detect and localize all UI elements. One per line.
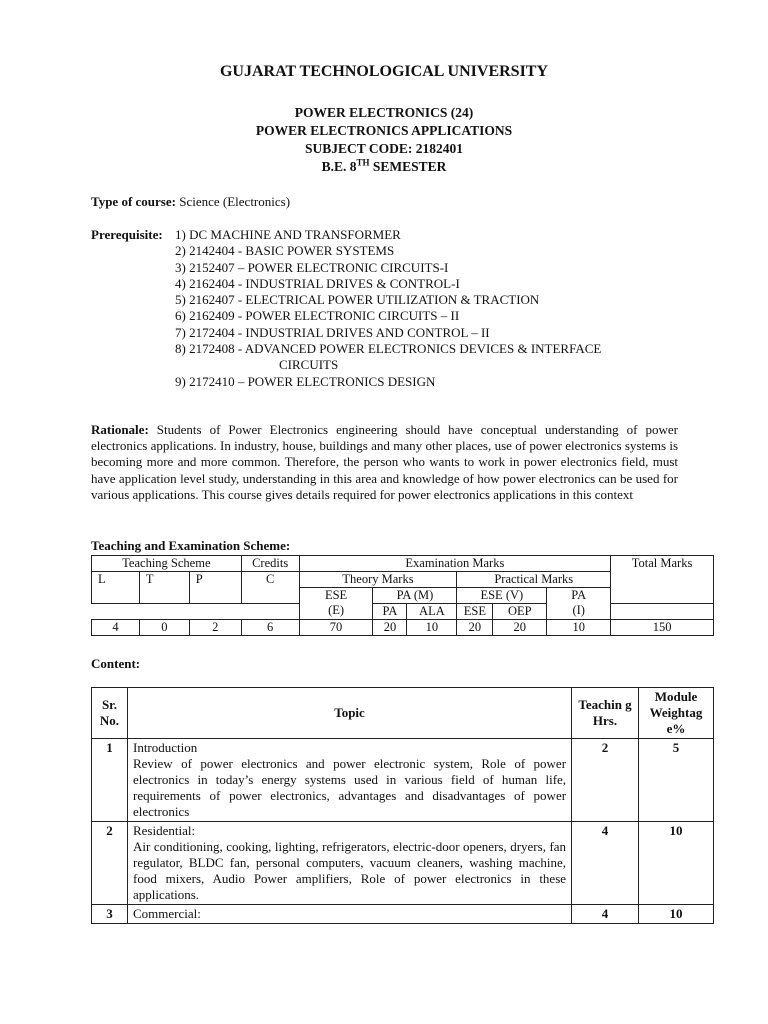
value-t: 0 xyxy=(139,620,189,636)
ese-header xyxy=(299,588,373,620)
module-weightage-header: Module Weightag e% xyxy=(639,688,714,739)
oep-header: OEP xyxy=(493,604,547,620)
pa-i-label: (I) xyxy=(572,603,585,617)
ese-v-header: ESE (V) xyxy=(457,588,547,604)
l-header: L xyxy=(92,572,140,604)
semester xyxy=(0,158,768,176)
pa-m-header: PA (M) xyxy=(373,588,457,604)
prerequisite-item: 1) DC MACHINE AND TRANSFORMER xyxy=(175,227,401,242)
pa-label: PA xyxy=(571,588,587,602)
row-weight: 5 xyxy=(639,739,714,822)
row-topic xyxy=(127,739,571,822)
practical-marks-header: Practical Marks xyxy=(457,572,611,588)
content-heading: Content: xyxy=(91,656,141,671)
value-ese: 70 xyxy=(299,620,373,636)
rationale-text: Students of Power Electronics engineering should have conceptual understanding of power electronics applications. In industry, house, buildings and many other places, use of power electronics systems is becoming more and more common. Therefore, the person who wants to work in power electronics field, must have application level study, understanding in this area and knowledge of how power electronics can be used for various applications. This course gives details required for power electronics applications in this context xyxy=(91,422,678,502)
total-marks-header: Total Marks xyxy=(611,556,714,604)
ese-sub-header: ESE xyxy=(457,604,493,620)
row-body: Review of power electronics and power electronic system, Role of power electronics in today’s energy systems used in various field of human life, requirements of power electronics, advantages and disadvantages of power electronics xyxy=(132,756,567,819)
row-hrs: 4 xyxy=(572,905,639,924)
row-sr: 1 xyxy=(92,739,128,822)
row-topic xyxy=(127,905,571,924)
theory-marks-header: Theory Marks xyxy=(299,572,457,588)
row-body: Air conditioning, cooking, lighting, refrigerators, electric-door openers, dryers, fan regulator, BLDC fan, personal computers, vacuum cleaners, washing machine, food mixers, Audio Power amplifiers, Role of power electronics in these applications. xyxy=(132,839,567,902)
row-sr: 2 xyxy=(92,822,128,905)
value-ese-v: 20 xyxy=(457,620,493,636)
pa-i-header xyxy=(547,588,611,620)
content-table xyxy=(91,687,714,924)
value-pa: 20 xyxy=(373,620,407,636)
semester-suffix: SEMESTER xyxy=(369,159,447,174)
subject-group: POWER ELECTRONICS (24) xyxy=(294,105,474,120)
prerequisite-item: 2) 2142404 - BASIC POWER SYSTEMS xyxy=(175,243,395,259)
value-l: 4 xyxy=(92,620,140,636)
table-row xyxy=(92,822,714,905)
subject-header xyxy=(0,104,768,176)
row-hrs: 4 xyxy=(572,822,639,905)
topic-header: Topic xyxy=(127,688,571,739)
subject-name: POWER ELECTRONICS APPLICATIONS xyxy=(255,123,513,138)
value-c: 6 xyxy=(241,620,299,636)
row-weight: 10 xyxy=(639,905,714,924)
course-type xyxy=(91,194,290,210)
row-topic xyxy=(127,822,571,905)
t-header: T xyxy=(139,572,189,604)
row-title: Introduction xyxy=(132,740,198,755)
row-hrs: 2 xyxy=(572,739,639,822)
prerequisite-list xyxy=(175,227,695,390)
prerequisite-item: 3) 2152407 – POWER ELECTRONIC CIRCUITS-I xyxy=(175,259,449,275)
course-type-value: Science (Electronics) xyxy=(175,194,291,209)
value-p: 2 xyxy=(189,620,241,636)
teaching-scheme-header: Teaching Scheme xyxy=(92,556,242,572)
semester-sup: TH xyxy=(356,157,370,168)
row-weight: 10 xyxy=(639,822,714,905)
scheme-table xyxy=(91,555,714,636)
prerequisite-label: Prerequisite: xyxy=(91,227,163,242)
scheme-blank xyxy=(92,604,300,620)
total-blank xyxy=(611,604,714,620)
prerequisite-item: 5) 2162407 - ELECTRICAL POWER UTILIZATION & TRACTION xyxy=(175,292,540,308)
ese-label: ESE xyxy=(324,588,348,602)
table-row xyxy=(92,739,714,822)
value-total: 150 xyxy=(611,620,714,636)
row-title: Residential: xyxy=(132,823,196,838)
p-header: P xyxy=(189,572,241,604)
prerequisite-item-continuation: CIRCUITS xyxy=(279,357,339,373)
subject-code: SUBJECT CODE: 2182401 xyxy=(304,141,464,156)
value-oep: 20 xyxy=(493,620,547,636)
course-type-label: Type of course: xyxy=(91,194,176,209)
prerequisite-item: 9) 2172410 – POWER ELECTRONICS DESIGN xyxy=(175,373,436,389)
row-sr: 3 xyxy=(92,905,128,924)
prerequisite-item: 6) 2162409 - POWER ELECTRONIC CIRCUITS – II xyxy=(175,308,460,324)
sr-no-header: Sr. No. xyxy=(92,688,128,739)
ala-header: ALA xyxy=(407,604,457,620)
prerequisite-item: 4) 2162404 - INDUSTRIAL DRIVES & CONTROL-I xyxy=(175,275,460,291)
rationale-label: Rationale: xyxy=(91,422,149,437)
exam-marks-header: Examination Marks xyxy=(299,556,611,572)
university-title: GUJARAT TECHNOLOGICAL UNIVERSITY xyxy=(219,63,549,80)
prerequisite-item: 8) 2172408 - ADVANCED POWER ELECTRONICS DEVICES & INTERFACE xyxy=(175,341,602,357)
semester-prefix: B.E. 8 xyxy=(321,159,357,174)
credits-header: Credits xyxy=(241,556,299,572)
teaching-hrs-header: Teachin g Hrs. xyxy=(572,688,639,739)
value-ala: 10 xyxy=(407,620,457,636)
scheme-heading: Teaching and Examination Scheme: xyxy=(91,538,291,553)
prerequisite-item: 7) 2172404 - INDUSTRIAL DRIVES AND CONTROL – II xyxy=(175,324,490,340)
rationale-paragraph xyxy=(91,422,678,503)
ese-e-label: (E) xyxy=(328,603,345,617)
pa-sub-header: PA xyxy=(373,604,407,620)
c-header: C xyxy=(241,572,299,604)
value-pa-i: 10 xyxy=(547,620,611,636)
row-title: Commercial: xyxy=(132,906,201,921)
table-row xyxy=(92,905,714,924)
